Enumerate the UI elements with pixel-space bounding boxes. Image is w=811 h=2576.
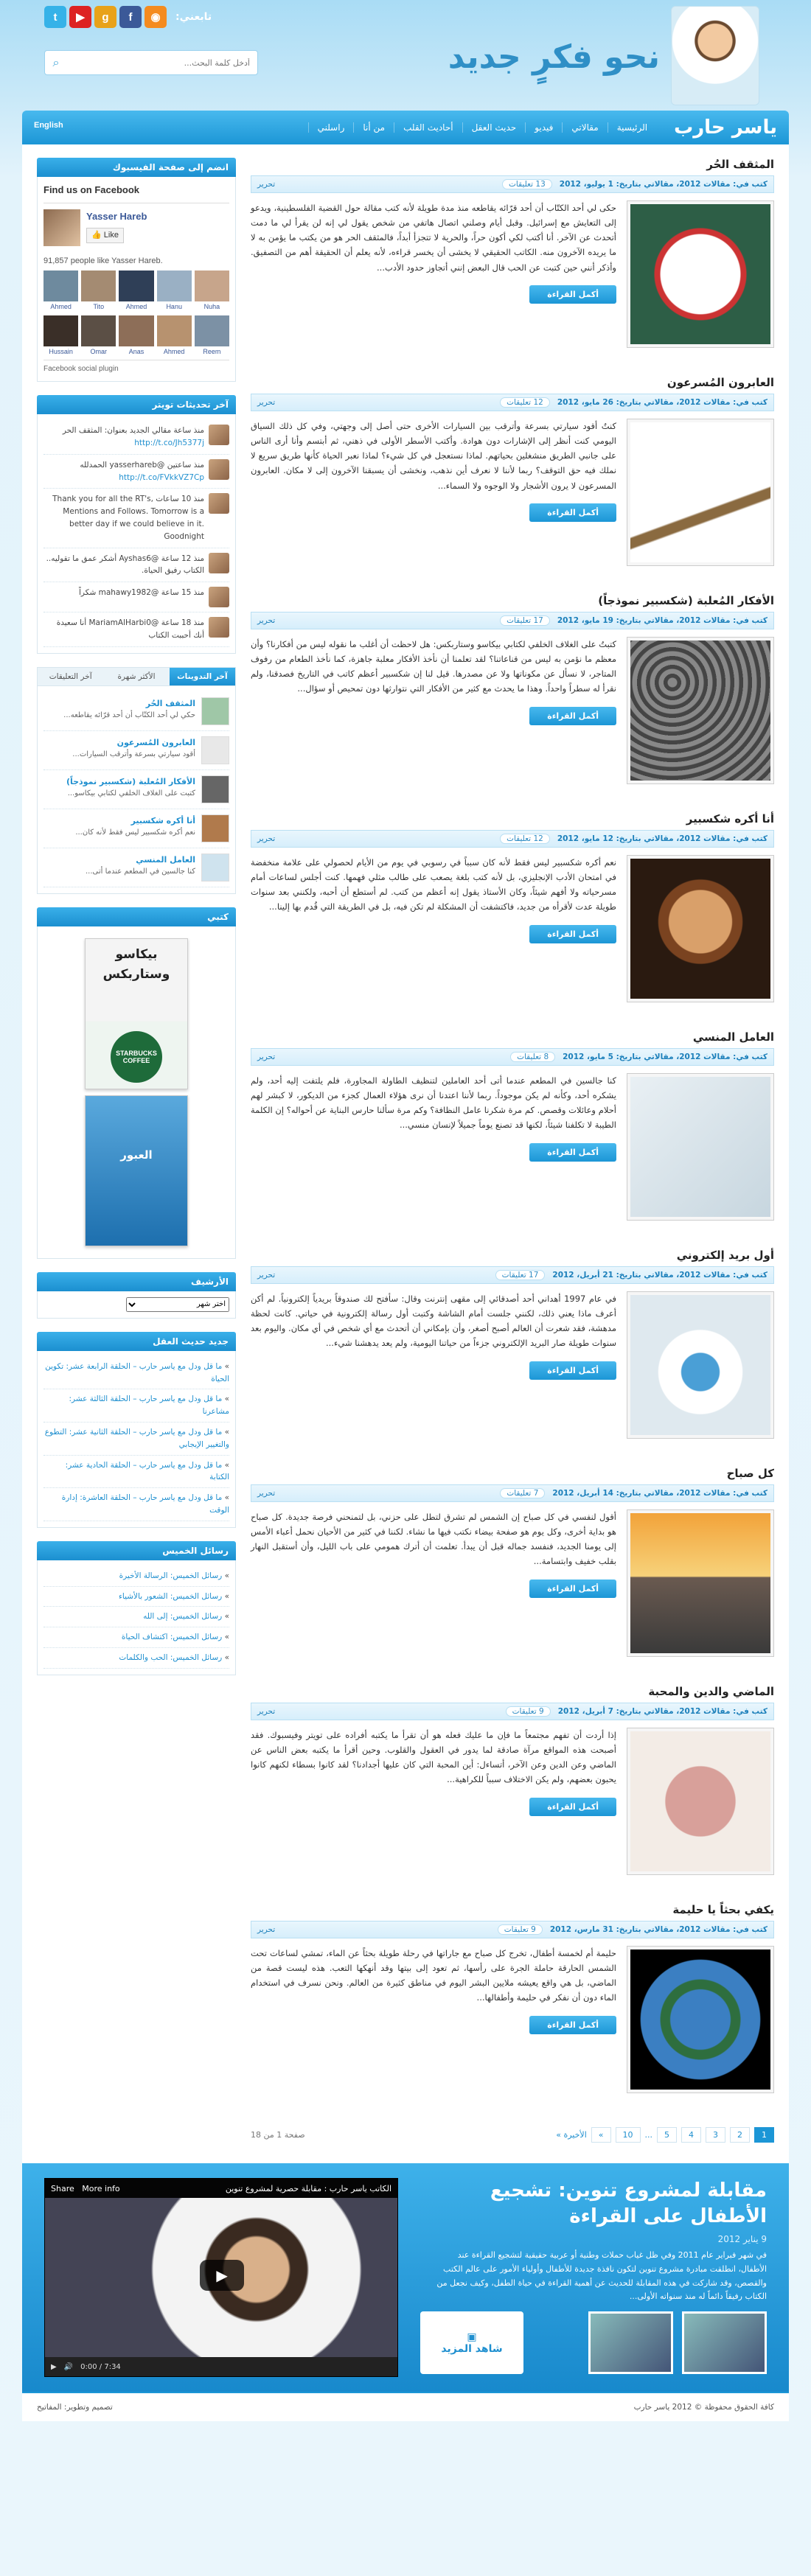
next-page-link[interactable]: »: [591, 2127, 611, 2143]
tv-icon: ▣: [467, 2331, 477, 2343]
volume-icon[interactable]: 🔊: [63, 2362, 74, 2371]
sidebar: [37, 158, 236, 2149]
post-meta: [251, 394, 774, 411]
letters-body: [37, 1560, 236, 1675]
tab-post-excerpt: كنا جالسين في المطعم عندما أتى...: [85, 868, 195, 876]
fb-face[interactable]: Hussain: [43, 315, 78, 357]
copyright: كافة الحقوق محفوظة © 2012 ياسر حارب: [633, 2403, 774, 2412]
post-excerpt: كنتُ أقود سيارتي بسرعة وأترقب بين السيارات الأخرى حتى أصل إلى وجهتي، وفي كل ذلك السياق اليومي كنت أنظر إلى الإشارات دون هوادة. وأكتب الأسطر الأولى في ذهني، ثم أبتسم وأنا أرى الناس على جانبي الطريق منشغلين بحياتهم. لماذا نستعجل في كل شيء؟ لماذا نعبر الحياة كأنها طريق سريع لا نملك فيه حق التوقف؟ ربما لأننا لا نعرف أين نذهب، ونخشى أن يسبقنا الآخرون إلى لا مكان. العابرون المسرعون لا يرون الأشجار ولا الوجوه ولا السماء...: [251, 421, 616, 491]
edit-link[interactable]: تحرير: [257, 616, 276, 625]
post-meta-text: كتب في: مقالات 2012، مقالاتي بتاريخ: 21 أبريل، 2012: [552, 1271, 768, 1280]
fb-box-head: Find us on Facebook: [43, 183, 229, 203]
goodreads-icon[interactable]: g: [94, 6, 116, 28]
tab-popular[interactable]: الأكثر شهرة: [117, 671, 156, 681]
tweet-time: منذ ساعة: [173, 426, 204, 436]
widget-title: كتبي: [37, 907, 236, 926]
post-thumbnail[interactable]: [627, 1728, 774, 1875]
page-link[interactable]: 3: [706, 2127, 725, 2143]
tab-post-excerpt: أقود سيارتي بسرعة وأترقب السيارات...: [72, 750, 195, 759]
rss-icon[interactable]: ◉: [145, 6, 167, 28]
feature-thumbnails: [588, 2311, 767, 2374]
list-item[interactable]: [43, 692, 229, 731]
post-meta: [251, 1484, 774, 1502]
post-meta: [251, 1921, 774, 1938]
post-tabs: [37, 667, 236, 686]
twitter-widget: [37, 395, 236, 654]
fb-like-count: 91,857 people like Yasser Hareb.: [43, 256, 163, 265]
tweet-time: منذ 12 ساعة: [161, 554, 204, 563]
post-meta: [251, 1266, 774, 1284]
page-link[interactable]: 2: [730, 2127, 750, 2143]
mind-talk-list: [43, 1357, 229, 1521]
tab-latest-comments[interactable]: آخر التعليقات: [49, 671, 92, 681]
tweet-link[interactable]: http://t.co/Jh5377j: [134, 438, 204, 447]
post-title[interactable]: الماضي والدين والمحبة: [648, 1685, 774, 1698]
post-title[interactable]: الأفكار المُعلبة (شكسبير نموذجاً): [598, 594, 774, 607]
follow-label: تابعني:: [175, 11, 212, 23]
fb-like-button[interactable]: 👍 Like: [86, 228, 124, 244]
post: [251, 1249, 774, 1439]
post-excerpt: حكى لي أحد الكتّاب أن أحد قرّائه يقاطعه منذ مدة طويلة لأنه كتب مقالة حول القضية الفلسطينية، ويدعو إلى التعايش مع إسرائيل. وقبل أيام وصلني اتصال هاتفي من شخص يقول لي إنه لن يقرأ لي ما دمت أتحدث عن الآخر. أنا أكتب لكي أكون حراً، والحرية لا تتجزأ أبداً، فالمثقف الحر هو من يكتب ما يؤمن به لا ما يريده الآخرون منه. الكاتب الحقيقي لا يخشى أن يخسر قراءه، لأنه يعلم أن الحقيقة أهم من التصفيق. وأذكر أنني حين كتبت عن الحب قال البعض إنني أتجاوز حدود الأدب...: [251, 203, 616, 273]
comments-count[interactable]: 13 تعليقات: [502, 179, 552, 189]
more-info-button[interactable]: More info: [82, 2183, 120, 2193]
widget-title: انضم إلى صفحة الفيسبوك: [37, 158, 236, 177]
post-thumbnail[interactable]: [627, 419, 774, 566]
nav-articles[interactable]: مقالاتي: [562, 122, 607, 133]
video-controls: [45, 2357, 397, 2376]
tab-post-title[interactable]: العابرون المُسرعون: [116, 737, 195, 747]
post-meta: [251, 612, 774, 629]
tweet-text: @MariamAlHarbi0 أنا سعيدة أنك أحببت الكتاب: [56, 618, 204, 640]
tweet-avatar[interactable]: [209, 617, 229, 638]
edit-link[interactable]: تحرير: [257, 1053, 276, 1061]
facebook-widget: [37, 158, 236, 382]
post: [251, 1467, 774, 1657]
mind-talk-body: [37, 1351, 236, 1528]
video-time: 0:00 / 7:34: [80, 2362, 121, 2371]
post-thumbnail[interactable]: [627, 1946, 774, 2093]
post-title[interactable]: المثقف الحُر: [706, 158, 774, 171]
fb-page-info: [43, 203, 229, 252]
post-thumbnail[interactable]: [627, 855, 774, 1002]
video-thumbnail[interactable]: [588, 2311, 673, 2374]
tweet-avatar[interactable]: [209, 553, 229, 573]
search-input[interactable]: [67, 52, 257, 74]
tweet: [43, 489, 229, 548]
nav-contact[interactable]: راسلني: [308, 122, 354, 133]
books-widget: [37, 907, 236, 1259]
read-more-button[interactable]: أكمل القراءة: [529, 1361, 616, 1380]
fb-face[interactable]: Nuha: [195, 270, 229, 312]
last-page-link[interactable]: الأخيرة »: [556, 2130, 587, 2140]
tweet-text: مقالي الجديد بعنوان: المثقف الحر: [62, 426, 172, 436]
list-item[interactable]: » رسائل الخميس: اكتشاف الحياة: [43, 1627, 229, 1648]
post-title[interactable]: يكفي بحثاً يا حليمة: [672, 1903, 774, 1916]
edit-link[interactable]: تحرير: [257, 1489, 276, 1498]
list-item[interactable]: [43, 809, 229, 848]
edit-link[interactable]: تحرير: [257, 834, 276, 843]
post-meta-text: كتب في: مقالات 2012، مقالاتي بتاريخ: 19 مايو، 2012: [557, 616, 768, 625]
edit-link[interactable]: تحرير: [257, 1925, 276, 1934]
post-excerpt: إذا أردت أن تفهم مجتمعاً ما فإن ما عليك فعله هو أن تقرأ ما يكتبه أفراده على تويتر وفيسبوك. فقد أصبحت هذه المواقع مرآة صادقة لما يدور في العقول والقلوب. وحين أقرأ ما يكتبه بعض الناس عن الماضي وعن الدين وعن الآخر، أتساءل: أين المحبة التي كان عليها أجدادنا؟ لقد كانوا بسطاء لكنهم كانوا يحبون بعضهم، ولم يكن الاختلاف سبباً للكراهية...: [251, 1730, 616, 1785]
tweet-list: [37, 414, 236, 654]
archive-widget: [37, 1272, 236, 1319]
share-button[interactable]: Share: [51, 2183, 74, 2193]
tweet-time: منذ 18 ساعة: [161, 618, 204, 628]
fb-face[interactable]: Ahmed: [119, 270, 153, 312]
post-excerpt: كتبتُ على الغلاف الخلفي لكتابي بيكاسو وستاربكس: هل لاحظت أن أغلب ما نقوله ليس من أفكارنا؟ وأن معظم ما نؤمن به ليس من قناعاتنا؟ لقد تعلمنا أن نأخذ الأفكار معلبة جاهزة، كما نأخذ الطعام من رفوف المتاجر، لا نسأل عن مكوناتها ولا عن مصدرها. قيل لنا إن شكسبير أعظم كاتب في التاريخ فصدقنا، ولم نقرأ له سطراً واحداً. وهذا ما يحدث مع كثير من الأفكار التي نتوارثها دون تمحيص أو سؤال...: [251, 639, 616, 694]
edit-link[interactable]: تحرير: [257, 1271, 276, 1280]
tab-post-title[interactable]: أنا أكره شكسبير: [130, 815, 195, 825]
tweet-avatar[interactable]: [209, 493, 229, 514]
book-title: بيكاسو وستاربكس: [102, 946, 170, 982]
featured-video-section: [22, 2163, 789, 2392]
page-link[interactable]: 5: [657, 2127, 677, 2143]
mind-talk-widget: [37, 1332, 236, 1528]
comments-count[interactable]: 7 تعليقات: [500, 1488, 545, 1498]
fb-page-name[interactable]: Yasser Hareb: [86, 210, 147, 222]
list-item[interactable]: » ما قل ودل مع ياسر حارب – الحلقة العاشرة: إدارة الوقت: [43, 1488, 229, 1521]
archive-select[interactable]: [126, 1297, 229, 1312]
site-slogan: نحو فكرٍ جديد: [448, 38, 660, 76]
book-cover-oboor[interactable]: [85, 1095, 188, 1246]
tweet: [43, 582, 229, 612]
fb-face[interactable]: Ahmed: [157, 315, 192, 357]
post-title[interactable]: العابرون المُسرعون: [666, 376, 774, 389]
search-box: [44, 50, 258, 75]
widget-title: رسائل الخميس: [37, 1541, 236, 1560]
edit-link[interactable]: تحرير: [257, 180, 276, 189]
post-body: [251, 419, 774, 566]
post-meta-text: كتب في: مقالات 2012، مقالاتي بتاريخ: 5 مايو، 2012: [563, 1053, 768, 1061]
books-list: [37, 926, 236, 1259]
letters-list: [43, 1566, 229, 1669]
video-top-bar: [45, 2179, 397, 2198]
tweet-avatar[interactable]: [209, 425, 229, 445]
tweet-text: Thank you for all the RT's, Mentions and Follows. Tomorrow is a better day if we could believe in it. Goodnight: [52, 495, 204, 541]
comments-count[interactable]: 9 تعليقات: [506, 1706, 551, 1717]
design-credit[interactable]: تصميم وتطوير: المفاتيح: [37, 2403, 113, 2412]
widget-title: جديد حديث العقل: [37, 1332, 236, 1351]
tweet: [43, 612, 229, 647]
post-meta: [251, 175, 774, 193]
post-title[interactable]: أنا أكره شكسبير: [686, 812, 774, 825]
fb-plugin-label: Facebook social plugin: [43, 360, 229, 375]
comments-count[interactable]: 17 تعليقات: [500, 615, 550, 626]
widget-title: الأرشيف: [37, 1272, 236, 1291]
comments-count[interactable]: 12 تعليقات: [500, 834, 550, 844]
post-body: [251, 1509, 774, 1657]
post-excerpt: أقول لنفسي في كل صباح إن الشمس لم تشرق لتطل على حزني، بل لتمنحني فرصة جديدة. كل صباح هو بداية أخرى، وكل يوم هو صفحة بيضاء نكتب فيها ما نشاء. لكننا في كثير من الأحيان نحمل أعباء الأمس إلى يومنا الجديد، فنفسد جماله قبل أن يبدأ. تعلمت أن أترك همومي على باب الليل، وأن أستقبل النهار بقلب خفيف وابتسامة...: [251, 1512, 616, 1567]
page-info: صفحة 1 من 18: [251, 2130, 305, 2140]
post-excerpt: حليمة أم لخمسة أطفال، تخرج كل صباح مع جاراتها في رحلة طويلة بحثاً عن الماء، تمشي لساعات تحت الشمس الحارقة حاملة الجرة على رأسها، ثم تعود إلى بيتها وقد أنهكها التعب. هذه ليست قصة من الماضي، بل هي واقع يعيشه ملايين البشر اليوم في مناطق كثيرة من العالم. ونحن نسرف في استخدام الماء دون أن نفكر في حليمة وأطفالها...: [251, 1948, 616, 2003]
post-body: [251, 1291, 774, 1439]
nav-video[interactable]: فيديو: [525, 122, 562, 133]
tweet-time: منذ 10 ساعات: [156, 495, 204, 504]
book-cover-picasso[interactable]: [85, 938, 188, 1089]
site-header: [22, 0, 789, 111]
content-wrap: [22, 144, 789, 2163]
read-more-button[interactable]: أكمل القراءة: [529, 1580, 616, 1598]
tab-post-title[interactable]: المثقف الحُر: [145, 698, 195, 708]
list-item[interactable]: » ما قل ودل مع ياسر حارب – الحلقة الرابعة عشر: تكوين الحياة: [43, 1357, 229, 1390]
tweet-text: @mahawy1982 شكراً: [78, 588, 159, 598]
post-meta-text: كتب في: مقالات 2012، مقالاتي بتاريخ: 7 أبريل، 2012: [557, 1707, 768, 1716]
video-player[interactable]: [44, 2178, 398, 2377]
tweet-time: منذ 15 ساعة: [161, 588, 204, 598]
page-link[interactable]: 1: [754, 2127, 774, 2143]
tab-post-excerpt: كتبت على الغلاف الخلفي لكتابي بيكاسو...: [67, 789, 195, 798]
language-switch[interactable]: English: [34, 121, 63, 130]
read-more-button[interactable]: أكمل القراءة: [529, 1143, 616, 1162]
edit-link[interactable]: تحرير: [257, 398, 276, 407]
post-meta-text: كتب في: مقالات 2012، مقالاتي بتاريخ: 14 أبريل، 2012: [552, 1489, 768, 1498]
tweet-text: @Ayshas6 أشكر عمق ما تقوليه.. الكتاب رفيق الحياة.: [46, 554, 204, 576]
book-title: العبور: [120, 1148, 153, 1162]
nav-about[interactable]: من أنا: [353, 122, 394, 133]
comments-count[interactable]: 12 تعليقات: [500, 397, 550, 408]
video-title[interactable]: الكاتب ياسر حارب : مقابلة حصرية لمشروع تنوين: [225, 2183, 391, 2193]
tab-post-title[interactable]: العامل المنسي: [136, 854, 195, 865]
post-title[interactable]: كل صباح: [726, 1467, 774, 1480]
fb-face[interactable]: Anas: [119, 315, 153, 357]
post: [251, 1030, 774, 1221]
video-thumbnail[interactable]: [682, 2311, 767, 2374]
list-item[interactable]: [43, 848, 229, 887]
fb-face[interactable]: Ahmed: [43, 270, 78, 312]
list-item[interactable]: » ما قل ودل مع ياسر حارب – الحلقة الثانية عشر: التطوع والتغيير الإيجابي: [43, 1423, 229, 1456]
post-excerpt: نعم أكره شكسبير ليس فقط لأنه كان سبباً في رسوبي في يوم من الأيام لحصولي على علامة منخفضة في امتحان الأدب الإنجليزي، بل لأنه كتب بلغة يصعب على طالب مثلي فهمها. كنت أجلس لساعات أمام مسرحياته ولا أفهم شيئاً، وكان الأستاذ يقول إنه أعظم من كتب. لم أستطع أن أحبه، ولكنني بعد سنوات طويلة عدت لأقرأه من جديد، فاكتشفت أن المشكلة لم تكن فيه، بل في الطريقة التي قُدم بها إلينا...: [251, 857, 616, 912]
read-more-button[interactable]: أكمل القراءة: [529, 2016, 616, 2034]
read-more-button[interactable]: أكمل القراءة: [529, 925, 616, 943]
post: [251, 1903, 774, 2093]
feature-date: 9 يناير 2012: [717, 2234, 767, 2245]
feature-text: في شهر فبراير عام 2011 وفي ظل غياب حملات وطنية أو عربية حقيقية لتشجيع القراءة عند الأطفال، انطلقت مبادرة مشروع تنوين لتكون نافذة جديدة للأطفال وأولياء الأمور على عالم الكتب والقصص، وقد شاركت في هذه المقابلة للحديث عن أهمية القراءة في حياة الطفل، وكيف نجعل من الكتاب رفيقاً دائماً له منذ سنواته الأولى...: [436, 2250, 767, 2302]
tab-post-title[interactable]: الأفكار المُعلبة (شكسبير نموذجاً): [66, 776, 195, 786]
read-more-button[interactable]: أكمل القراءة: [529, 1798, 616, 1816]
widget-title: آخر تحديثات تويتر: [37, 395, 236, 414]
fb-face[interactable]: Omar: [81, 315, 116, 357]
post: [251, 594, 774, 784]
post-body: [251, 855, 774, 1002]
twitter-icon[interactable]: t: [44, 6, 66, 28]
post-body: [251, 637, 774, 784]
post-body: [251, 200, 774, 348]
post: [251, 812, 774, 1002]
list-item[interactable]: » رسائل الخميس: الشعور بالأشياء: [43, 1587, 229, 1608]
read-more-button[interactable]: أكمل القراءة: [529, 707, 616, 725]
nav-home[interactable]: الرئيسية: [608, 122, 656, 133]
fb-page-avatar[interactable]: [43, 209, 80, 246]
tab-posts-list: [37, 686, 236, 894]
feature-title[interactable]: مقابلة لمشروع تنوين: تشجيع الأطفال على القراءة: [490, 2179, 767, 2228]
archive-body: [37, 1291, 236, 1319]
tweet-link[interactable]: http://t.co/FVkkVZ7Cp: [119, 472, 204, 482]
nav-mind-talk[interactable]: حديث العقل: [462, 122, 526, 133]
post-meta-text: كتب في: مقالات 2012، مقالاتي بتاريخ: 12 مايو، 2012: [557, 834, 768, 843]
comments-count[interactable]: 9 تعليقات: [498, 1924, 543, 1935]
social-links: [44, 6, 212, 28]
tweet-avatar[interactable]: [209, 459, 229, 480]
fb-face[interactable]: Hanu: [157, 270, 192, 312]
list-item[interactable]: » رسائل الخميس: الرسالة الأخيرة: [43, 1566, 229, 1587]
youtube-icon[interactable]: ▶: [69, 6, 91, 28]
tweet-time: منذ ساعتين: [167, 460, 204, 470]
author-photo: [671, 6, 759, 105]
posts-tabs-widget: [37, 667, 236, 894]
post-thumbnail[interactable]: [627, 200, 774, 348]
post: [251, 376, 774, 566]
page-link[interactable]: 10: [616, 2127, 641, 2143]
site-brand[interactable]: ياسر حارب: [674, 116, 777, 139]
post-thumbnail[interactable]: [627, 1509, 774, 1657]
fb-like-label: Like: [103, 230, 119, 240]
list-item[interactable]: [43, 770, 229, 809]
fb-face[interactable]: Tito: [81, 270, 116, 312]
play-pause-icon[interactable]: ▶: [51, 2362, 57, 2371]
post-thumbnail[interactable]: [627, 1291, 774, 1439]
list-item[interactable]: [43, 731, 229, 770]
post-body: [251, 1946, 774, 2093]
post-meta-text: كتب في: مقالات 2012، مقالاتي بتاريخ: 31 مارس، 2012: [549, 1925, 768, 1934]
post-excerpt: كنا جالسين في المطعم عندما أتى أحد العاملين لتنظيف الطاولة المجاورة، فلم يلتفت إليه أحد، ولم يشكره أحد، وكأنه لم يكن موجوداً. ربما لأننا اعتدنا أن نرى هؤلاء العمال كجزء من الديكور، لا كبشر لهم أحلام وعائلات وقصص. كم مرة شكرنا عامل النظافة؟ وكم مرة سألنا حارس البناية عن أحواله؟ إن الكلمة الطيبة لا تكلفنا شيئاً، لكنها قد تصنع يوماً جميلاً لإنسان منسي...: [251, 1075, 616, 1131]
post-body: [251, 1728, 774, 1875]
tweet: [43, 455, 229, 489]
post-meta: [251, 1048, 774, 1066]
letters-widget: [37, 1541, 236, 1675]
search-icon[interactable]: ⌕: [52, 55, 60, 69]
post-thumbnail[interactable]: [627, 1073, 774, 1221]
post-meta-text: كتب في: مقالات 2012، مقالاتي بتاريخ: 26 مايو، 2012: [557, 398, 768, 407]
list-item[interactable]: » رسائل الخميس: الحب والكلمات: [43, 1648, 229, 1669]
tweet: [43, 420, 229, 455]
facebook-box: [37, 177, 236, 382]
post-body: [251, 1073, 774, 1221]
post-title[interactable]: أول بريد إلكتروني: [676, 1249, 774, 1262]
comments-count[interactable]: 8 تعليقات: [510, 1052, 555, 1062]
starbucks-logo-icon: STARBUCKS COFFEE: [111, 1031, 162, 1083]
tweet-text: @yasserhareb الحمدلله: [80, 460, 165, 470]
post-excerpt: في عام 1997 أهداني أحد أصدقائي إلى مقهى إنترنت وقال: سأفتح لك صندوقاً بريدياً إلكترونياً. لم أكن أعرف ماذا يعني ذلك، لكنني جلست أمام الشاشة وكتبت أول رسالة إلكترونية في حياتي. كانت لحظة مدهشة، فقد شعرت أن العالم أصبح أصغر، وأن بإمكاني أن أتحدث مع أي شخص في أي مكان. واليوم بعد سنوات طويلة صار البريد الإلكتروني جزءاً من حياتنا اليومية، ولم يعد يدهشنا شيء...: [251, 1294, 616, 1349]
see-more-label: شاهد المزيد: [441, 2342, 503, 2355]
tweet-avatar[interactable]: [209, 587, 229, 607]
facebook-icon[interactable]: f: [119, 6, 142, 28]
tweet: [43, 548, 229, 583]
list-item[interactable]: » ما قل ودل مع ياسر حارب – الحلقة الحادية عشر: الكتابة: [43, 1456, 229, 1489]
posts-main: [251, 158, 774, 2149]
main-nav: [22, 111, 789, 144]
list-item[interactable]: » رسائل الخميس: إلى الله: [43, 1607, 229, 1627]
comments-count[interactable]: 17 تعليقات: [495, 1270, 546, 1280]
post-meta-text: كتب في: مقالات 2012، مقالاتي بتاريخ: 1 يوليو، 2012: [559, 180, 768, 189]
page-ellipsis: ...: [644, 2130, 652, 2140]
nav-heart-talk[interactable]: أحاديث القلب: [394, 122, 462, 133]
tab-latest-posts[interactable]: آخر التدوينات: [170, 668, 235, 685]
pagination: [251, 2121, 774, 2149]
post-thumbnail[interactable]: [627, 637, 774, 784]
tab-post-excerpt: نعم أكره شكسبير ليس فقط لأنه كان...: [75, 828, 195, 837]
post: [251, 1685, 774, 1875]
tab-post-excerpt: حكي لي أحد الكتّاب أن أحد قرّائه يقاطعه...: [63, 711, 195, 720]
edit-link[interactable]: تحرير: [257, 1707, 276, 1716]
list-item[interactable]: » ما قل ودل مع ياسر حارب – الحلقة الثالثة عشر: مشاعرنا: [43, 1389, 229, 1423]
read-more-button[interactable]: أكمل القراءة: [529, 503, 616, 522]
post-title[interactable]: العامل المنسي: [692, 1030, 774, 1044]
post-meta: [251, 1703, 774, 1720]
post-meta: [251, 830, 774, 848]
see-more-button[interactable]: [420, 2311, 523, 2374]
post: [251, 158, 774, 348]
fb-faces: [43, 270, 229, 357]
play-icon[interactable]: ▶: [200, 2260, 244, 2291]
fb-face[interactable]: Reem: [195, 315, 229, 357]
site-footer: [22, 2392, 789, 2421]
read-more-button[interactable]: أكمل القراءة: [529, 285, 616, 304]
page-link[interactable]: 4: [681, 2127, 701, 2143]
